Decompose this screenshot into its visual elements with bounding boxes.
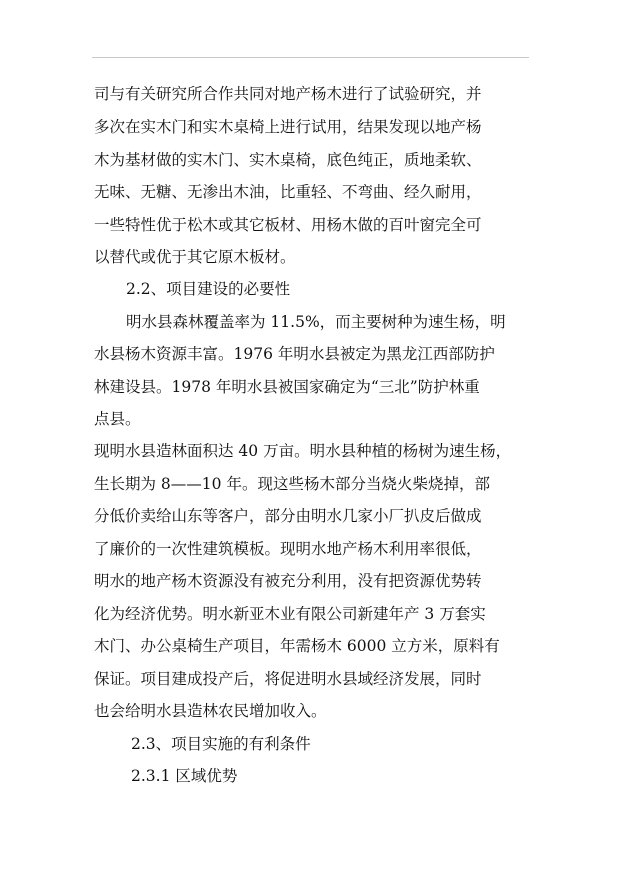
paragraph-line: 分低价卖给山东等客户，部分由明水几家小厂扒皮后做成 xyxy=(94,507,482,525)
subsection-heading: 2.3.1 区域优势 xyxy=(131,767,238,785)
paragraph-line: 生长期为 8——10 年。现这些杨木部分当烧火柴烧掉，部 xyxy=(94,475,490,493)
paragraph-line: 木为基材做的实木门、实木桌椅，底色纯正，质地柔软、 xyxy=(94,151,482,169)
paragraph-line: 也会给明水县造林农民增加收入。 xyxy=(94,702,327,720)
paragraph-line: 多次在实木门和实木桌椅上进行试用，结果发现以地产杨 xyxy=(94,118,482,136)
paragraph-line: 明水的地产杨木资源没有被充分利用，没有把资源优势转 xyxy=(94,572,482,590)
paragraph-line: 以替代或优于其它原木板材。 xyxy=(94,248,296,266)
paragraph-line: 了廉价的一次性建筑模板。现明水地产杨木利用率很低， xyxy=(94,540,482,558)
paragraph-line: 林建设县。1978 年明水县被国家确定为“三北”防护林重 xyxy=(94,378,480,396)
paragraph-line: 化为经济优势。明水新亚木业有限公司新建年产 3 万套实 xyxy=(94,605,486,623)
paragraph-line: 点县。 xyxy=(94,410,141,428)
paragraph-line: 保证。项目建成投产后，将促进明水县域经济发展，同时 xyxy=(94,670,482,688)
paragraph-line: 明水县森林覆盖率为 11.5%，而主要树种为速生杨，明 xyxy=(126,313,506,331)
paragraph-line: 司与有关研究所合作共同对地产杨木进行了试验研究，并 xyxy=(94,85,482,103)
section-heading: 2.2、项目建设的必要性 xyxy=(126,280,291,298)
paragraph-line: 水县杨木资源丰富。1976 年明水县被定为黑龙江西部防护 xyxy=(94,345,495,363)
paragraph-line: 现明水县造林面积达 40 万亩。明水县种植的杨树为速生杨， xyxy=(94,442,512,460)
page-header-rule xyxy=(92,57,529,58)
section-heading: 2.3、项目实施的有利条件 xyxy=(131,735,311,753)
paragraph-line: 一些特性优于松木或其它板材、用杨木做的百叶窗完全可 xyxy=(94,216,482,234)
paragraph-line: 无味、无糖、无渗出木油，比重轻、不弯曲、经久耐用， xyxy=(94,183,482,201)
paragraph-line: 木门、办公桌椅生产项目，年需杨木 6000 立方米，原料有 xyxy=(94,637,500,655)
